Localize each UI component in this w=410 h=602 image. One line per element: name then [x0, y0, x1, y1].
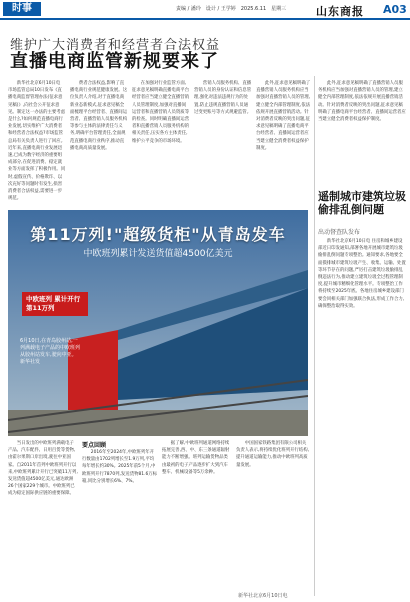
article-column-5: 此外,征求意见稿明确了直播营销人员服务机构应当加强对直播营销人员的管理,建立健全内部管理制度,依法依规开展直播营销活动。针对消费者反映的突出问题,征求意见稿明确了直播电商平台经营者、直播间运营者应当建立健全消费者权益保护制度。 — [256, 81, 311, 151]
lower-column-1: 当日发出的中欧班列满载电子产品、汽车配件、日用百货等货物,由霍尔果斯口岸出境,驶往中亚国家。自2011年首列中欧班列开行以来,中欧班列累计开行已突破11万列,发送货值超4500亿美元,通达欧洲26个国家229个城市。中欧班列已成为稳定国际供应链的重要保障。 — [8, 441, 78, 497]
paper-name: 山东商报 — [316, 5, 364, 18]
photo-subtitle: 中欧班列累计发送货值超4500亿美元 — [83, 249, 233, 259]
article-title: 直播电商监管新规要来了 — [10, 51, 219, 72]
lower-credit: 新华社北京6月10日电 — [238, 593, 288, 599]
header-meta: 责编 / 潘玲 设计 / 王学婷 2025.6.11 星期三 — [176, 6, 287, 12]
article-column-1: 新华社北京6月10日电 市场监管总局10日发布《直播电商监督管理办法(征求意见稿)》,向社会公开征求意见。制定这一办法的主要考虑是什么?如何规范直播电商行业发展,切实维护广大消费者和经营者合法权益?市场监管总局有关负责人进行了回应。近年来,直播电商行业发展迅速,已成为数字经济的重要组成部分,在促进消费、稳定就业等方面发挥了积极作用。同时,虚假宣传、价格欺诈、以次充好等问题时有发生,损害消费者合法权益,需要进一步规范。 — [8, 81, 66, 202]
photo-title: 第11万列!"超级货柜"从青岛发车 — [30, 225, 286, 244]
article-column-4: 营销人员服务机构、直播营销人员的身份认证和信息管理,强化对违法违规行为的处置,防止违规直播营销人员通过变更账号等方式规避监管。 — [194, 81, 252, 115]
lower-column-2 — [82, 440, 158, 600]
page-number: A03 — [383, 3, 407, 16]
section-body: 2016年至2024年,中欧班列年开行数量由1702列增长至1.9万列,平均每年增长约30%。2025年前5个月,中欧班列开行7870列,发送货物81.6万标箱,同比分别增长6%、7%。 — [82, 450, 158, 484]
lower-column-4: 中国国家铁路集团有限公司相关负责人表示,将持续优化班列开行结构,提升通道运输能力,推动中欧班列高质量发展。 — [236, 441, 310, 468]
sidebar-title: 遥制城市建筑垃圾偷排乱倒问题 — [318, 190, 406, 216]
sidebar-body: 新华社北京6月10日电 住房和城乡建设部近日印发通知,部署各地开展城市建筑垃圾偷排乱倒问题专项整治。通知要求,各地要全面摸排城市建筑垃圾产生、收集、运输、处置等环节存在的问题,严厉打击建筑垃圾偷排乱倒违法行为,推动建立建筑垃圾全过程管理制度,提升城市精细化管理水平。专项整治工作将持续至2025年底。各地住房城乡建设部门要会同相关部门加强联合执法,形成工作合力,确保整治取得实效。 — [318, 239, 406, 309]
section-tag: 时事 — [3, 2, 41, 16]
sidebar-intro-column: 此外,征求意见稿明确了直播营销人员服务机构应当加强对直播营销人员的管理,建立健全内部管理制度,依法依规开展直播营销活动。针对消费者反映的突出问题,征求意见稿明确了直播电商平台经营者、直播间运营者应当建立健全消费者权益保护制度。 — [318, 81, 406, 123]
header-rule — [0, 18, 410, 20]
train-label: 中欧班列 累计开行 第11万列 — [22, 292, 88, 316]
sidebar-subtitle: 出动督查队发布 — [318, 229, 361, 236]
article-column-2: 费者合法权益,影响了直播电商行业规范健康发展。这位负责人介绍,对于直播电商新业态新模式,征求意见稿全面梳理平台经营者、直播间运营者、直播营销人员服务机构等参与主体的法律责任与义务,明确平台管理责任,全面规范直播电商行业秩序,推动直播电商高质量发展。 — [70, 81, 128, 151]
lower-column-3: 据了解,中欧班列通道网络持续拓展完善,西、中、东三条通道辐射能力不断增强。班列运输货物品类由最初的电子产品逐步扩大到汽车整车、机械设备等5万余种。 — [162, 441, 230, 475]
page-header — [0, 0, 410, 18]
column-divider — [314, 76, 315, 596]
article-subtitle: 维护广大消费者和经营者合法权益 — [10, 38, 221, 53]
news-photo — [8, 210, 308, 436]
photo-caption: 6月10日,在青岛胶州站,一列满载电子产品的中欧班列从胶州站发车,驶向中亚。新华社发 — [20, 338, 81, 365]
section-heading: 要点回顾 — [82, 442, 107, 449]
article-column-3: 在加强对行业监管方面,征求意见稿明确直播电商平台经营者应当建立健全直播营销人员管理制度,加强对直播间运营者和直播营销人员资质等的检查。同时明确直播间运营者和直播营销人员服务机构的相关责任,压实各方主体责任,维护公平竞争的市场环境。 — [132, 81, 190, 144]
